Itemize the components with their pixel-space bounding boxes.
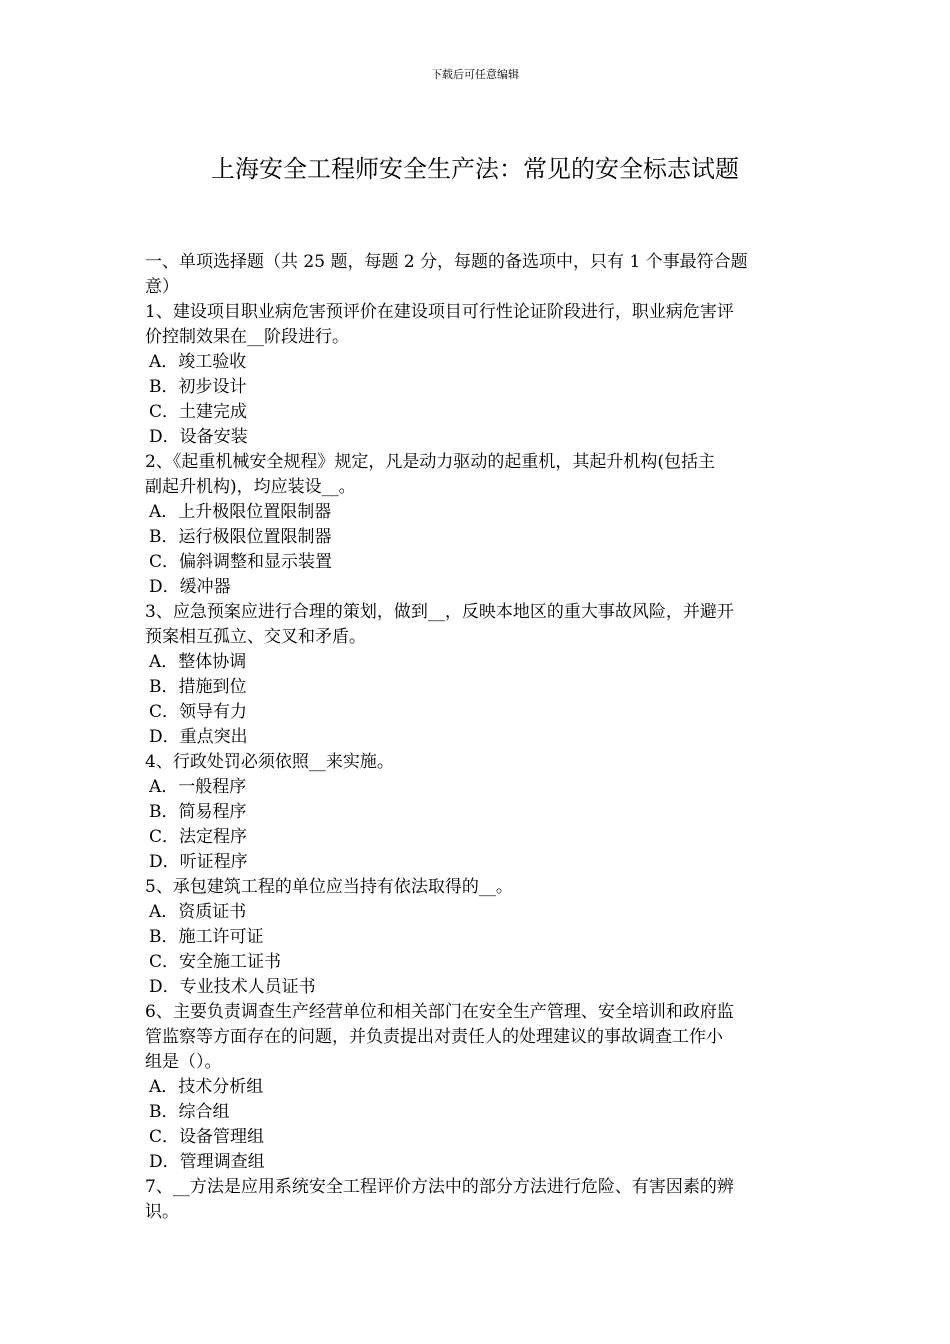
question-stem-line: 副起升机构)，均应装设__。 bbox=[145, 477, 356, 497]
question-4 bbox=[145, 750, 810, 875]
question-stem-line: 识。 bbox=[145, 1202, 179, 1222]
option-c: C．设备管理组 bbox=[149, 1127, 265, 1147]
option-c: C．安全施工证书 bbox=[149, 952, 282, 972]
option-c: C．偏斜调整和显示装置 bbox=[149, 552, 333, 572]
question-stem-line: 4、行政处罚必须依照__来实施。 bbox=[145, 752, 394, 772]
question-stem-line: 价控制效果在__阶段进行。 bbox=[145, 327, 349, 347]
question-stem-line: 1、建设项目职业病危害预评价在建设项目可行性论证阶段进行，职业病危害评 bbox=[145, 302, 734, 322]
option-d: D．听证程序 bbox=[149, 852, 248, 872]
option-c: C．法定程序 bbox=[149, 827, 248, 847]
question-stem-line: 2、《起重机械安全规程》规定，凡是动力驱动的起重机，其起升机构(包括主 bbox=[145, 452, 715, 472]
option-b: B．简易程序 bbox=[149, 802, 247, 822]
header-note: 下载后可任意编辑 bbox=[431, 68, 519, 81]
question-3 bbox=[145, 600, 810, 750]
question-5 bbox=[145, 875, 810, 1000]
option-a: A．竣工验收 bbox=[149, 352, 247, 372]
question-1 bbox=[145, 300, 810, 450]
option-d: D．设备安装 bbox=[149, 427, 248, 447]
option-a: A．资质证书 bbox=[149, 902, 247, 922]
question-stem-line: 管监察等方面存在的问题，并负责提出对责任人的处理建议的事故调查工作小 bbox=[145, 1027, 723, 1047]
question-stem-line: 组是（）。 bbox=[145, 1052, 222, 1072]
option-b: B．措施到位 bbox=[149, 677, 247, 697]
question-stem-line: 6、主要负责调查生产经营单位和相关部门在安全生产管理、安全培训和政府监 bbox=[145, 1002, 734, 1022]
option-b: B．施工许可证 bbox=[149, 927, 264, 947]
option-d: D．管理调查组 bbox=[149, 1152, 265, 1172]
question-stem-line: 3、应急预案应进行合理的策划，做到__，反映本地区的重大事故风险，并避开 bbox=[145, 602, 734, 622]
option-a: A．一般程序 bbox=[149, 777, 247, 797]
page-title: 上海安全工程师安全生产法：常见的安全标志试题 bbox=[211, 155, 739, 183]
section-heading-line: 一、单项选择题（共 25 题，每题 2 分，每题的备选项中，只有 1 个事最符合题 bbox=[145, 252, 748, 272]
section-heading-line: 意） bbox=[145, 277, 179, 297]
question-2 bbox=[145, 450, 810, 600]
option-c: C．领导有力 bbox=[149, 702, 248, 722]
option-b: B．运行极限位置限制器 bbox=[149, 527, 332, 547]
option-a: A．整体协调 bbox=[149, 652, 247, 672]
question-stem-line: 5、承包建筑工程的单位应当持有依法取得的__。 bbox=[145, 877, 513, 897]
question-7 bbox=[145, 1175, 810, 1225]
question-stem-line: 预案相互孤立、交叉和矛盾。 bbox=[145, 627, 366, 647]
section-heading bbox=[145, 250, 810, 300]
option-d: D．专业技术人员证书 bbox=[149, 977, 316, 997]
option-c: C．土建完成 bbox=[149, 402, 248, 422]
question-stem-line: 7、__方法是应用系统安全工程评价方法中的部分方法进行危险、有害因素的辨 bbox=[145, 1177, 734, 1197]
option-d: D．缓冲器 bbox=[149, 577, 231, 597]
option-a: A．技术分析组 bbox=[149, 1077, 264, 1097]
document-body bbox=[145, 250, 810, 1225]
option-b: B．初步设计 bbox=[149, 377, 247, 397]
option-a: A．上升极限位置限制器 bbox=[149, 502, 332, 522]
question-6 bbox=[145, 1000, 810, 1175]
option-d: D．重点突出 bbox=[149, 727, 248, 747]
option-b: B．综合组 bbox=[149, 1102, 230, 1122]
